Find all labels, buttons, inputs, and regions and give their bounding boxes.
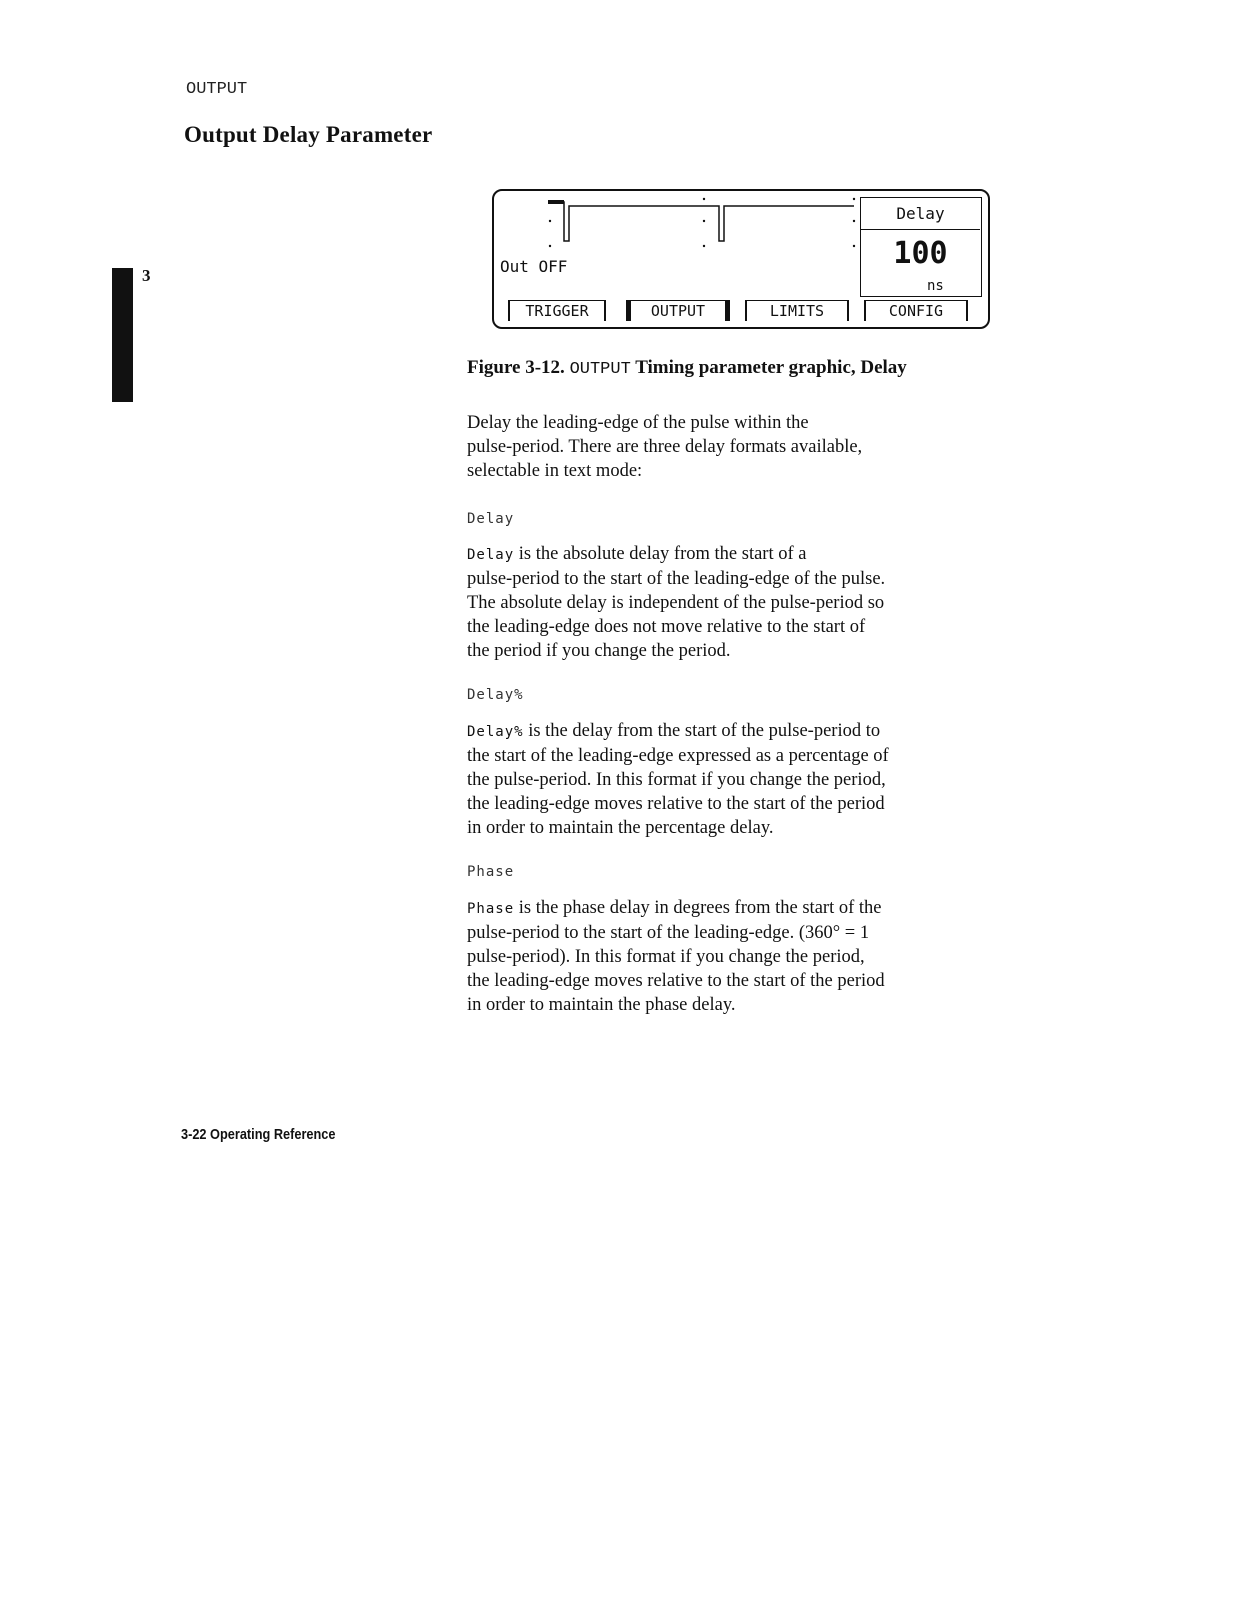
text-line: in order to maintain the phase delay. [467, 995, 736, 1015]
pulse-trace-2 [704, 206, 854, 241]
text-line: the start of the leading-edge expressed as a percentage of [467, 746, 889, 766]
text-line: the pulse-period. In this format if you change the period, [467, 770, 886, 790]
parameter-unit: ns [927, 278, 944, 294]
trace-start-marker [548, 200, 564, 204]
text-line: The absolute delay is independent of the pulse-period so [467, 593, 885, 613]
pulse-trace-1 [549, 202, 704, 241]
parameter-box [860, 197, 982, 297]
page-title: Output Delay Parameter [184, 122, 433, 147]
caption-mono: OUTPUT [569, 360, 631, 379]
softkey-trigger[interactable] [508, 300, 606, 322]
text-line: selectable in text mode: [467, 461, 643, 481]
softkey-label: OUTPUT [650, 302, 706, 320]
text-line: Delay the leading-edge of the pulse within the [467, 413, 809, 433]
inline-term: Delay [467, 547, 515, 563]
softkey-label: LIMITS [769, 302, 825, 320]
caption-rest: Timing parameter graphic, Delay [635, 357, 907, 378]
text-line: the leading-edge moves relative to the start of the period [467, 971, 885, 991]
term-heading-delay-percent: Delay% [467, 687, 524, 703]
inline-term: Phase [467, 901, 515, 917]
page-footer: 3-22 Operating Reference [181, 1126, 336, 1143]
parameter-value: 100 [893, 236, 948, 271]
chapter-tab-bar [112, 268, 133, 402]
instrument-display [492, 189, 990, 329]
text-line: Delay% is the delay from the start of the pulse-period to [467, 721, 881, 741]
text-line: pulse-period to the start of the leading-edge. (360° = 1 [467, 923, 870, 943]
text-line: the leading-edge moves relative to the start of the period [467, 794, 885, 814]
output-state-label: Out OFF [500, 257, 568, 276]
intro-paragraph [467, 411, 1027, 483]
paragraph-delay-percent [467, 719, 1027, 840]
term-heading-delay: Delay [467, 511, 515, 527]
softkey-output[interactable] [626, 300, 730, 322]
inline-term: Delay% [467, 724, 524, 740]
paragraph-phase [467, 896, 1027, 1017]
text-line: in order to maintain the percentage delay. [467, 818, 774, 838]
softkey-label: CONFIG [888, 302, 944, 320]
text-line: Phase is the phase delay in degrees from the start of the [467, 898, 882, 918]
text-line: pulse-period). In this format if you change the period, [467, 947, 865, 967]
section-tag: OUTPUT [186, 80, 248, 99]
text-line: pulse-period. There are three delay formats available, [467, 437, 863, 457]
chapter-number: 3 [142, 266, 151, 285]
softkey-limits[interactable] [745, 300, 849, 322]
term-heading-phase: Phase [467, 864, 515, 880]
text-line: pulse-period to the start of the leading-edge of the pulse. [467, 569, 886, 589]
text-line: Delay is the absolute delay from the start of a [467, 544, 807, 564]
text-line: the leading-edge does not move relative to the start of [467, 617, 866, 637]
text-line: the period if you change the period. [467, 641, 731, 661]
caption-prefix: Figure 3-12. [467, 357, 565, 378]
paragraph-delay [467, 542, 1027, 663]
softkey-config[interactable] [864, 300, 968, 322]
parameter-name: Delay [861, 198, 980, 230]
figure-caption [467, 357, 907, 379]
softkey-label: TRIGGER [525, 302, 589, 320]
